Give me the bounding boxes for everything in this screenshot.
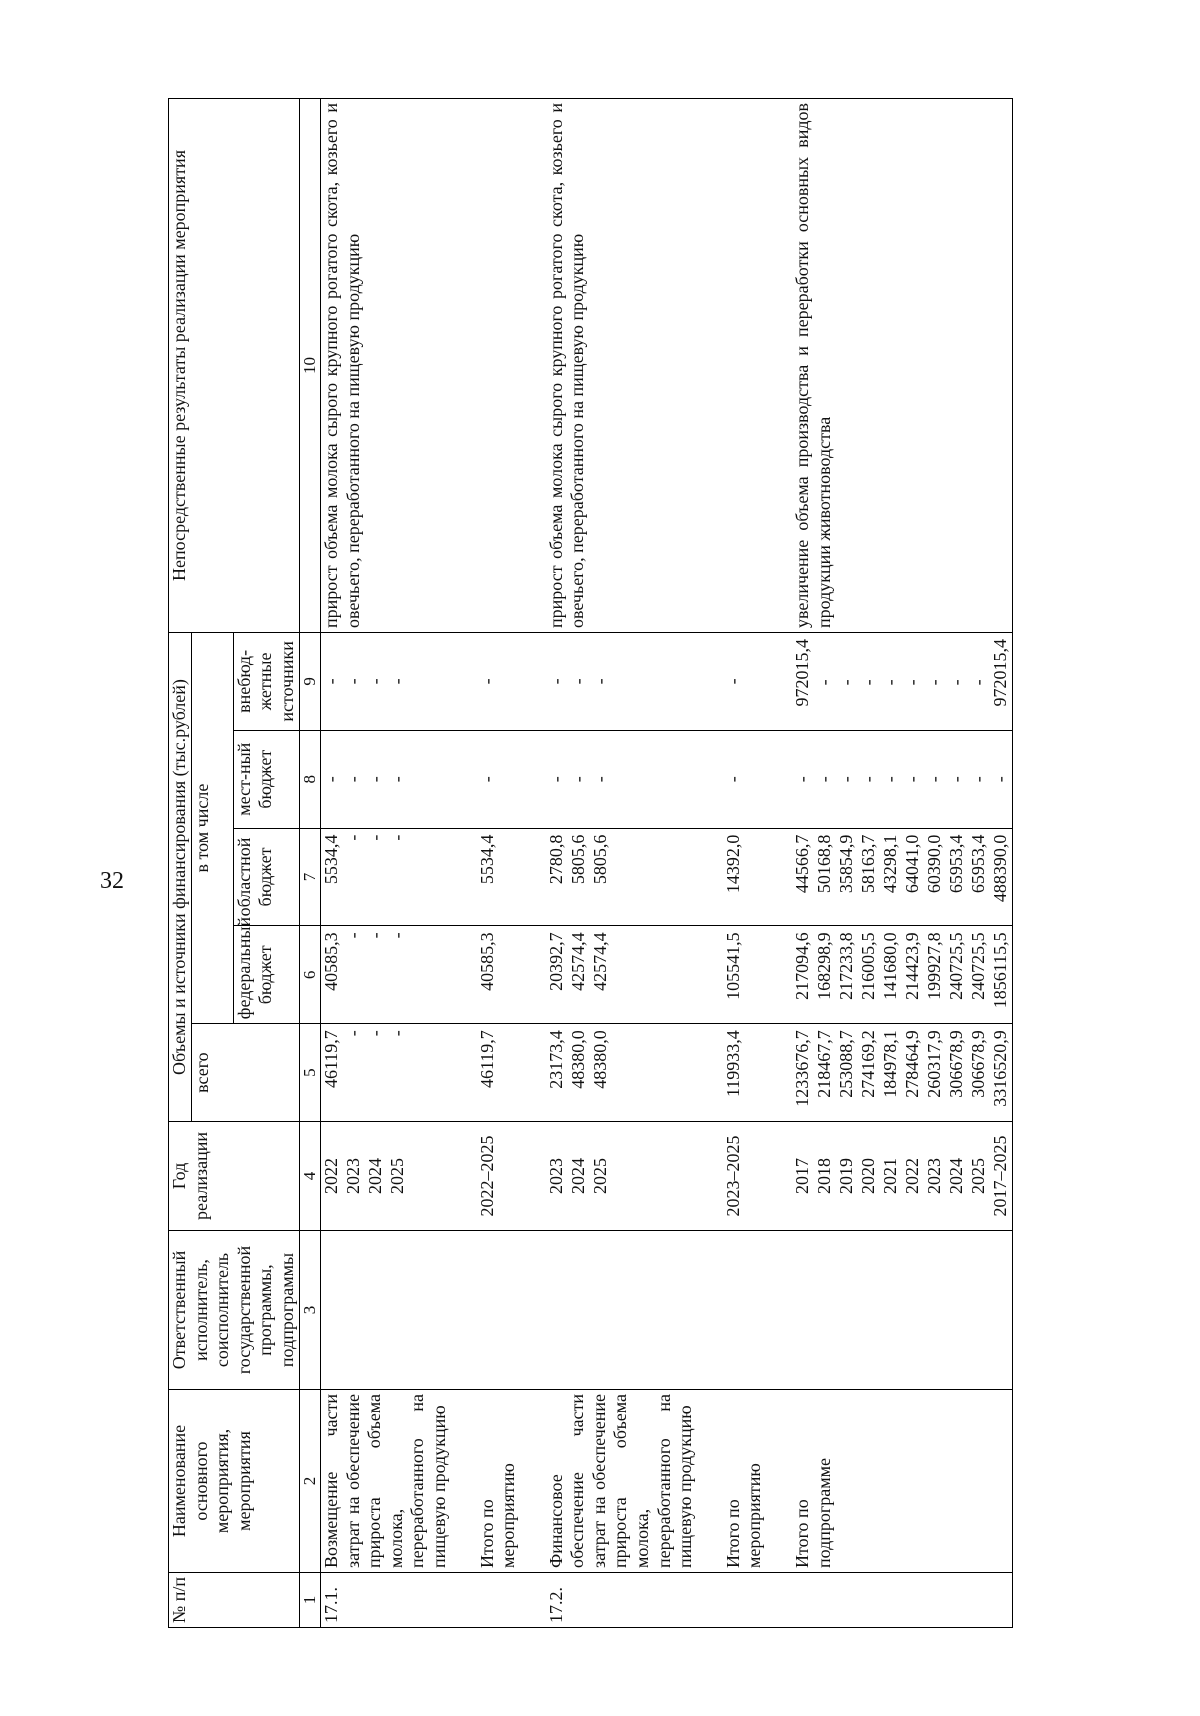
value-cell: 44566,7 bbox=[792, 834, 813, 894]
value-cell: 278464,9 bbox=[902, 1030, 923, 1098]
value-cell: - bbox=[880, 776, 901, 783]
column-number: 4 bbox=[299, 1122, 320, 1231]
value-cell: 42574,4 bbox=[589, 932, 610, 991]
column-numbers-row bbox=[299, 99, 320, 1628]
value-cell: 184978,1 bbox=[880, 1030, 901, 1098]
value-cell: - bbox=[858, 679, 879, 686]
column-number: 3 bbox=[299, 1231, 320, 1390]
value-cell: 972015,4 bbox=[792, 639, 813, 707]
row-regional bbox=[792, 828, 1013, 926]
value-cell: - bbox=[342, 932, 363, 939]
header-extrabudget: внебюд-жетные источники bbox=[233, 633, 299, 731]
value-cell: - bbox=[545, 678, 566, 685]
header-executor: Ответственный исполнитель, соисполнитель государственной программы, подпрограммы bbox=[169, 1231, 300, 1390]
financing-table bbox=[168, 98, 1013, 1628]
row-name: Финансовое обеспечение части затрат на обеспечение прироста объема молока, переработанного на пищевую продукцию bbox=[546, 1390, 697, 1573]
value-cell: 35854,9 bbox=[836, 834, 857, 894]
value-cell: 65953,4 bbox=[968, 834, 989, 894]
value-cell: - bbox=[320, 678, 341, 685]
row-years bbox=[320, 1122, 450, 1231]
value-cell: 1233676,7 bbox=[792, 1030, 813, 1107]
row-name: Итого по подпрограмме bbox=[792, 1390, 1013, 1573]
value-cell: 168298,9 bbox=[814, 932, 835, 1000]
table-row-17-2 bbox=[546, 99, 697, 1628]
value-cell: 306678,9 bbox=[946, 1030, 967, 1098]
value-cell: - bbox=[902, 679, 923, 686]
row-total: 119933,4 bbox=[723, 1024, 766, 1122]
column-number: 8 bbox=[299, 730, 320, 828]
value-cell: 214423,9 bbox=[902, 932, 923, 1000]
header-local: мест-ный бюджет bbox=[233, 730, 299, 828]
column-number: 7 bbox=[299, 828, 320, 926]
row-total: 46119,7 bbox=[477, 1024, 520, 1122]
row-number: 17.2. bbox=[546, 1573, 697, 1628]
year-cell: 2020 bbox=[858, 1158, 879, 1194]
spacer-row bbox=[451, 99, 477, 1628]
header-regional: областной бюджет bbox=[233, 828, 299, 926]
value-cell: - bbox=[902, 776, 923, 783]
year-cell: 2025 bbox=[968, 1158, 989, 1194]
value-cell: 50168,8 bbox=[814, 834, 835, 894]
value-cell: - bbox=[386, 1030, 407, 1037]
value-cell: - bbox=[364, 678, 385, 685]
row-local bbox=[320, 730, 450, 828]
year-cell: 2023 bbox=[342, 1158, 363, 1194]
year-cell: 2024 bbox=[567, 1158, 588, 1194]
row-name: Возмещение части затрат на обеспечение прироста объема молока, переработанного на пищевую продукцию bbox=[320, 1390, 450, 1573]
value-cell: - bbox=[880, 679, 901, 686]
value-cell: 48380,0 bbox=[567, 1030, 588, 1089]
row-result: прирост объема молока сырого крупного рогатого скота, козьего и овечьего, переработанного на пищевую продукцию bbox=[320, 99, 450, 633]
value-cell: 488390,0 bbox=[990, 834, 1011, 903]
column-number: 1 bbox=[299, 1573, 320, 1628]
value-cell: - bbox=[792, 776, 813, 783]
value-cell: - bbox=[990, 776, 1011, 783]
value-cell: 240725,5 bbox=[946, 932, 967, 1000]
row-years bbox=[792, 1122, 1013, 1231]
value-cell: 60390,0 bbox=[924, 834, 945, 894]
row-local: - bbox=[723, 730, 766, 828]
value-cell: - bbox=[386, 932, 407, 939]
year-cell: 2024 bbox=[364, 1158, 385, 1194]
value-cell: 46119,7 bbox=[320, 1030, 341, 1089]
value-cell: 5805,6 bbox=[567, 834, 588, 885]
year-cell: 2021 bbox=[880, 1158, 901, 1194]
value-cell: - bbox=[946, 776, 967, 783]
row-executor bbox=[320, 1231, 450, 1390]
value-cell: 972015,4 bbox=[990, 639, 1011, 707]
column-number: 5 bbox=[299, 1024, 320, 1122]
header-including: в том числе bbox=[191, 633, 233, 1024]
value-cell: 42574,4 bbox=[567, 932, 588, 991]
year-cell: 2024 bbox=[946, 1158, 967, 1194]
row-result: прирост объема молока сырого крупного рогатого скота, козьего и овечьего, переработанного на пищевую продукцию bbox=[546, 99, 697, 633]
spacer-row bbox=[520, 99, 546, 1628]
value-cell: 20392,7 bbox=[545, 932, 566, 991]
row-executor bbox=[546, 1231, 697, 1390]
value-cell: 218467,7 bbox=[814, 1030, 835, 1098]
value-cell: - bbox=[924, 679, 945, 686]
year-cell: 2018 bbox=[814, 1158, 835, 1194]
header-year: Год реализации bbox=[169, 1122, 300, 1231]
value-cell: 3316520,9 bbox=[990, 1030, 1011, 1107]
year-cell: 2019 bbox=[836, 1158, 857, 1194]
value-cell: 274169,2 bbox=[858, 1030, 879, 1098]
year-cell: 2023 bbox=[924, 1158, 945, 1194]
value-cell: - bbox=[968, 679, 989, 686]
value-cell: - bbox=[320, 776, 341, 783]
year-cell: 2017 bbox=[792, 1158, 813, 1194]
value-cell: - bbox=[836, 679, 857, 686]
row-name: Итого по мероприятию bbox=[477, 1390, 520, 1573]
column-number: 2 bbox=[299, 1390, 320, 1573]
row-extrabudget bbox=[546, 633, 697, 731]
row-regional: 14392,0 bbox=[723, 828, 766, 926]
value-cell: 2780,8 bbox=[545, 834, 566, 885]
value-cell: - bbox=[814, 679, 835, 686]
year-cell: 2017–2025 bbox=[990, 1135, 1011, 1217]
value-cell: 65953,4 bbox=[946, 834, 967, 894]
value-cell: - bbox=[364, 932, 385, 939]
value-cell: - bbox=[364, 776, 385, 783]
table-row-17-1 bbox=[320, 99, 450, 1628]
column-number: 9 bbox=[299, 633, 320, 731]
row-name: Итого по мероприятию bbox=[723, 1390, 766, 1573]
value-cell: - bbox=[342, 834, 363, 841]
year-cell: 2025 bbox=[386, 1158, 407, 1194]
row-extrabudget bbox=[792, 633, 1013, 731]
value-cell: - bbox=[814, 776, 835, 783]
value-cell: - bbox=[968, 776, 989, 783]
row-years bbox=[546, 1122, 697, 1231]
value-cell: - bbox=[545, 776, 566, 783]
value-cell: 40585,3 bbox=[320, 932, 341, 991]
row-total bbox=[546, 1024, 697, 1122]
row-federal bbox=[792, 926, 1013, 1024]
value-cell: 253088,7 bbox=[836, 1030, 857, 1098]
value-cell: - bbox=[364, 834, 385, 841]
value-cell: 240725,5 bbox=[968, 932, 989, 1000]
row-federal: 105541,5 bbox=[723, 926, 766, 1024]
value-cell: 58163,7 bbox=[858, 834, 879, 894]
spacer-row bbox=[697, 99, 723, 1628]
value-cell: - bbox=[858, 776, 879, 783]
value-cell: 43298,1 bbox=[880, 834, 901, 894]
value-cell: - bbox=[386, 776, 407, 783]
value-cell: 48380,0 bbox=[589, 1030, 610, 1089]
row-federal bbox=[546, 926, 697, 1024]
value-cell: - bbox=[836, 776, 857, 783]
table-row-17-2-total bbox=[723, 99, 766, 1628]
row-years: 2022–2025 bbox=[477, 1122, 520, 1231]
year-cell: 2023 bbox=[545, 1158, 566, 1194]
table-row-subprogram-total bbox=[792, 99, 1013, 1628]
value-cell: - bbox=[386, 834, 407, 841]
value-cell: - bbox=[946, 679, 967, 686]
value-cell: 260317,9 bbox=[924, 1030, 945, 1098]
row-local: - bbox=[477, 730, 520, 828]
row-extrabudget: - bbox=[477, 633, 520, 731]
table-body bbox=[320, 99, 1012, 1628]
header-number: № п/п bbox=[169, 1573, 300, 1628]
row-federal: 40585,3 bbox=[477, 926, 520, 1024]
page-number: 32 bbox=[100, 868, 124, 894]
value-cell: - bbox=[589, 678, 610, 685]
row-number: 17.1. bbox=[320, 1573, 450, 1628]
value-cell: - bbox=[924, 776, 945, 783]
value-cell: 216005,5 bbox=[858, 932, 879, 1000]
value-cell: 217094,6 bbox=[792, 932, 813, 1000]
column-number: 6 bbox=[299, 926, 320, 1024]
header-total: всего bbox=[191, 1024, 299, 1122]
value-cell: - bbox=[386, 678, 407, 685]
column-number: 10 bbox=[299, 99, 320, 633]
year-cell: 2022 bbox=[902, 1158, 923, 1194]
table-header bbox=[169, 99, 321, 1628]
row-regional bbox=[320, 828, 450, 926]
value-cell: 199927,8 bbox=[924, 932, 945, 1000]
row-extrabudget bbox=[320, 633, 450, 731]
row-total bbox=[792, 1024, 1013, 1122]
row-extrabudget: - bbox=[723, 633, 766, 731]
value-cell: 141680,0 bbox=[880, 932, 901, 1000]
value-cell: - bbox=[342, 776, 363, 783]
row-federal bbox=[320, 926, 450, 1024]
value-cell: - bbox=[364, 1030, 385, 1037]
year-cell: 2022 bbox=[320, 1158, 341, 1194]
value-cell: 1856115,5 bbox=[990, 932, 1011, 1009]
header-federal: федеральный бюджет bbox=[233, 926, 299, 1024]
row-result: увеличение объема производства и переработки основных видов продукции животноводства bbox=[792, 99, 1013, 633]
header-results: Непосредственные результаты реализации мероприятия bbox=[169, 99, 300, 633]
rotated-table-container bbox=[168, 98, 1168, 1628]
value-cell: 5534,4 bbox=[320, 834, 341, 885]
row-total bbox=[320, 1024, 450, 1122]
row-years: 2023–2025 bbox=[723, 1122, 766, 1231]
header-name: Наименование основного мероприятия, мероприятия bbox=[169, 1390, 300, 1573]
value-cell: - bbox=[342, 678, 363, 685]
value-cell: 5805,6 bbox=[589, 834, 610, 885]
value-cell: 306678,9 bbox=[968, 1030, 989, 1098]
value-cell: 217233,8 bbox=[836, 932, 857, 1000]
value-cell: 23173,4 bbox=[545, 1030, 566, 1089]
spacer-row bbox=[766, 99, 792, 1628]
header-financing-group: Объемы и источники финансирования (тыс.рублей) bbox=[169, 633, 192, 1122]
value-cell: - bbox=[567, 776, 588, 783]
row-local bbox=[792, 730, 1013, 828]
table-row-17-1-total bbox=[477, 99, 520, 1628]
row-regional bbox=[546, 828, 697, 926]
row-regional: 5534,4 bbox=[477, 828, 520, 926]
row-local bbox=[546, 730, 697, 828]
value-cell: - bbox=[589, 776, 610, 783]
year-cell: 2025 bbox=[589, 1158, 610, 1194]
value-cell: - bbox=[567, 678, 588, 685]
value-cell: 64041,0 bbox=[902, 834, 923, 894]
value-cell: - bbox=[342, 1030, 363, 1037]
